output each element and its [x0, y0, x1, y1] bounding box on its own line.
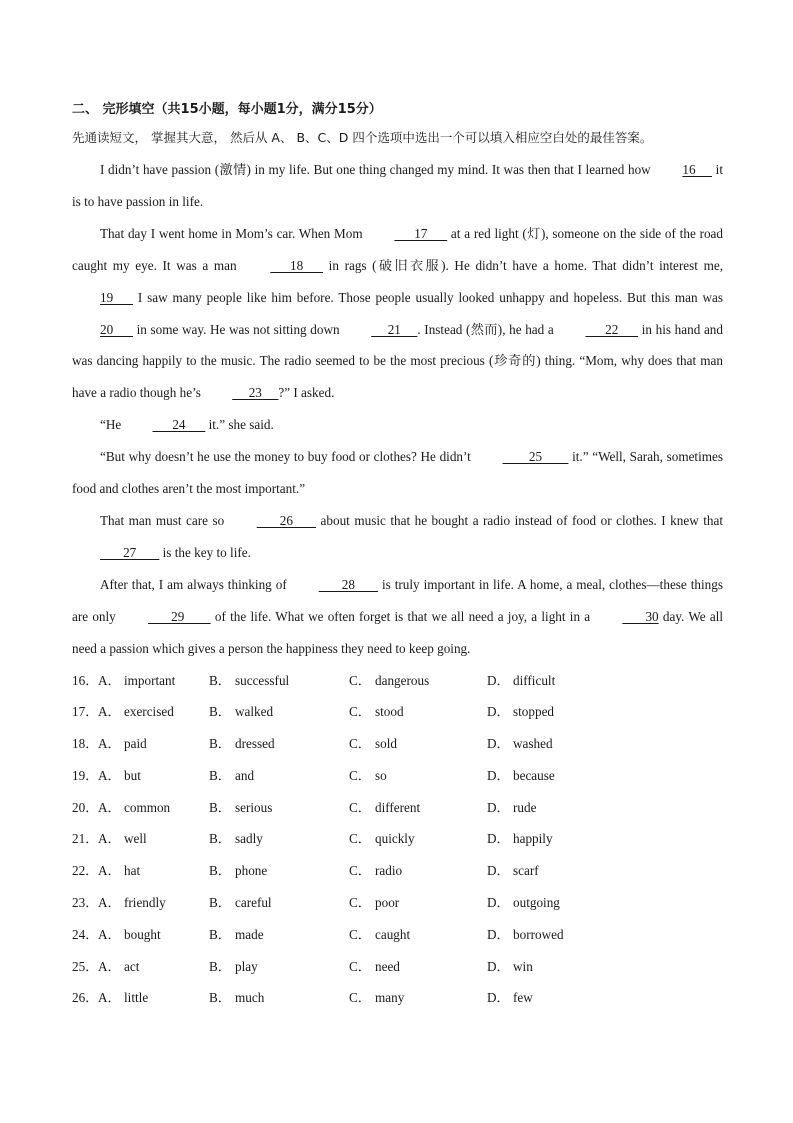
option-d: D． stopped — [487, 704, 555, 720]
passage-paragraph-2 — [72, 218, 723, 409]
passage-text: it is to have passion in life. — [72, 162, 724, 209]
option-a: A． paid — [98, 736, 147, 752]
question-number: 26． — [72, 990, 99, 1006]
option-row — [72, 823, 723, 855]
option-c: C． different — [349, 799, 421, 815]
option-b: B． sadly — [209, 831, 263, 847]
option-b: B． successful — [209, 672, 290, 688]
option-d: D． borrowed — [487, 926, 564, 942]
question-number: 24． — [72, 926, 99, 942]
blank-27: 27 — [100, 544, 160, 560]
passage-text: about music that he bought a radio instead of food or clothes. I knew that — [316, 512, 724, 528]
option-a: A． bought — [98, 926, 161, 942]
passage-text: at a red light (灯), someone on the side of the road caught my eye. It was a man — [72, 225, 724, 273]
option-row — [72, 792, 723, 824]
passage-text: day. We all need a passion which gives a person the happiness they need to keep going. — [72, 608, 724, 656]
instruction-text: 先通读短文， 掌握其大意， 然后从 A、 B、C、D 四个选项中选出一个可以填入相应空白处的最佳答案。 — [72, 130, 653, 145]
blank-28: 28 — [318, 576, 379, 592]
blank-23: 23 — [232, 385, 279, 401]
option-d: D． few — [487, 990, 533, 1006]
option-b: B． careful — [209, 895, 272, 911]
option-c: C． caught — [349, 926, 411, 942]
option-c: C． stood — [349, 704, 404, 720]
question-number: 23． — [72, 895, 99, 911]
option-c: C． sold — [349, 736, 397, 752]
option-d: D． washed — [487, 736, 553, 752]
passage-paragraph-5 — [72, 505, 723, 569]
option-c: C． many — [349, 990, 405, 1006]
passage-text: it.” “Well, Sarah, sometimes food and clothes aren’t the most important.” — [72, 449, 723, 497]
passage-text: of the life. What we often forget is that we all need a joy, a light in a — [210, 608, 595, 624]
blank-17: 17 — [394, 225, 448, 241]
question-number: 18． — [72, 736, 99, 752]
question-number: 21． — [72, 831, 99, 847]
option-c: C． need — [349, 958, 400, 974]
option-d: D． win — [487, 958, 533, 974]
option-row — [72, 951, 723, 983]
blank-22: 22 — [585, 321, 639, 337]
options-list — [72, 665, 723, 1015]
option-a: A． act — [98, 958, 140, 974]
option-b: B． phone — [209, 863, 268, 879]
option-b: B． made — [209, 926, 264, 942]
option-d: D． happily — [487, 831, 553, 847]
option-d: D． difficult — [487, 672, 556, 688]
passage-text: in some way. He was not sitting down — [132, 321, 344, 337]
option-a: A． important — [98, 672, 176, 688]
document-page — [72, 98, 723, 1014]
option-b: B． dressed — [209, 736, 275, 752]
question-number: 20． — [72, 799, 99, 815]
option-b: B． and — [209, 767, 255, 783]
option-row — [72, 887, 723, 919]
passage-paragraph-3 — [72, 409, 723, 441]
option-c: C． dangerous — [349, 672, 430, 688]
passage-text: in his hand and was dancing happily to the music. The radio seemed to be the most precious (珍奇的) thing. “Mom, why does that man have a radio though he’s — [72, 321, 723, 401]
blank-29: 29 — [148, 608, 211, 624]
passage-text: I didn’t have passion (激情) in my life. But one thing changed my mind. It was then that I learned how — [100, 162, 655, 177]
blank-25: 25 — [502, 449, 569, 465]
passage-text: it.” she said. — [205, 417, 274, 433]
option-row — [72, 696, 723, 728]
question-number: 19． — [72, 767, 99, 783]
option-d: D． rude — [487, 799, 537, 815]
option-c: C． radio — [349, 863, 403, 879]
blank-16: 16 — [682, 162, 713, 177]
blank-24: 24 — [152, 417, 206, 433]
question-number: 17． — [72, 704, 99, 720]
option-row — [72, 760, 723, 792]
option-a: A． well — [98, 831, 147, 847]
passage-paragraph-6 — [72, 569, 723, 665]
option-a: A． but — [98, 767, 141, 783]
option-a: A． friendly — [98, 895, 166, 911]
option-b: B． much — [209, 990, 265, 1006]
option-c: C． poor — [349, 895, 400, 911]
passage-paragraph-1 — [72, 154, 723, 218]
option-row — [72, 665, 723, 697]
blank-18: 18 — [270, 257, 324, 273]
option-b: B． play — [209, 958, 258, 974]
option-d: D． because — [487, 767, 555, 783]
passage-text: After that, I am always thinking of — [100, 576, 291, 592]
passage-text: “But why doesn’t he use the money to buy food or clothes? He didn’t — [100, 449, 475, 465]
option-c: C． quickly — [349, 831, 415, 847]
option-a: A． hat — [98, 863, 141, 879]
passage-text: is the key to life. — [159, 544, 251, 560]
passage-text: I saw many people like him before. Those people usually looked unhappy and hopeless. But this man was — [132, 289, 723, 305]
blank-26: 26 — [256, 512, 317, 528]
option-c: C． so — [349, 767, 387, 783]
blank-20: 20 — [100, 321, 133, 337]
passage-text: That man must care so — [100, 512, 229, 528]
option-row — [72, 855, 723, 887]
blank-21: 21 — [371, 321, 418, 337]
option-a: A． exercised — [98, 704, 174, 720]
option-row — [72, 728, 723, 760]
blank-30: 30 — [622, 608, 659, 624]
question-number: 16． — [72, 672, 99, 688]
option-a: A． common — [98, 799, 171, 815]
option-d: D． scarf — [487, 863, 539, 879]
passage-text: That day I went home in Mom’s car. When Mom — [100, 225, 367, 241]
option-b: B． walked — [209, 704, 274, 720]
section-title: 二、 完形填空（共15小题，每小题1分，满分15分） — [72, 102, 382, 117]
passage-text: ?” I asked. — [278, 385, 335, 401]
blank-19: 19 — [100, 289, 133, 305]
question-number: 25． — [72, 958, 99, 974]
passage-paragraph-4 — [72, 441, 723, 505]
passage-text: . Instead (然而), he had a — [417, 321, 558, 337]
passage-text: is truly important in life. A home, a meal, clothes—these things are only — [72, 576, 723, 624]
cloze-passage — [72, 154, 723, 665]
option-row — [72, 982, 723, 1014]
option-row — [72, 919, 723, 951]
option-a: A． little — [98, 990, 149, 1006]
passage-text: “He — [100, 417, 125, 433]
option-b: B． serious — [209, 799, 273, 815]
passage-text: in rags (破旧衣服). He didn’t have a home. That didn’t interest me, — [323, 257, 723, 273]
option-d: D． outgoing — [487, 895, 560, 911]
question-number: 22． — [72, 863, 99, 879]
